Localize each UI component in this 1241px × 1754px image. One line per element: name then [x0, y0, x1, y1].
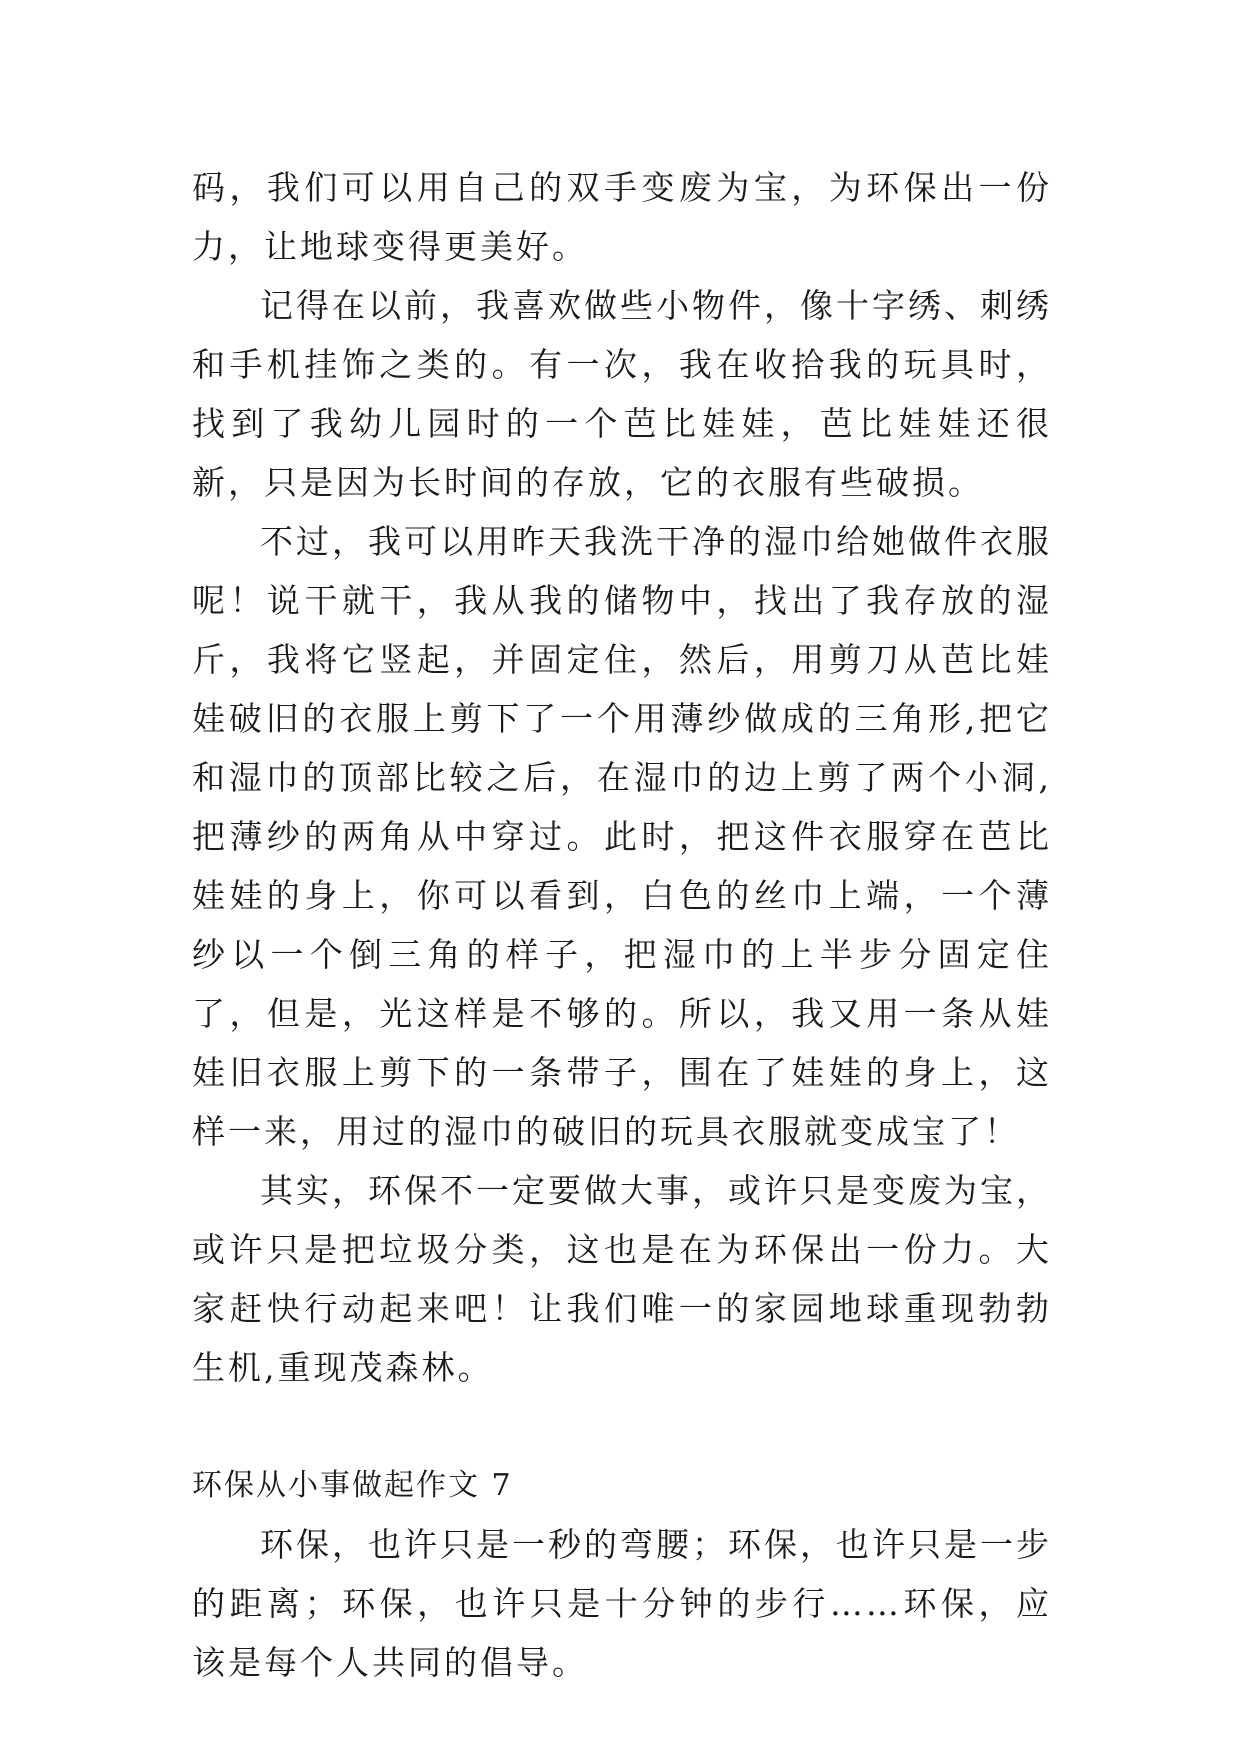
- paragraph-5: 环保，也许只是一秒的弯腰；环保，也许只是一步的距离；环保，也许只是十分钟的步行……环保，应该是每个人共同的倡导。: [192, 1525, 1052, 1682]
- document-body: [192, 158, 1052, 1692]
- section-spacer: [192, 1397, 1052, 1456]
- paragraph-4: 其实，环保不一定要做大事，或许只是变废为宝，或许只是把垃圾分类，这也是在为环保出一份力。大家赶快行动起来吧！让我们唯一的家园地球重现勃勃生机,重现茂森林。: [192, 1171, 1052, 1387]
- paragraph-3: 不过，我可以用昨天我洗干净的湿巾给她做件衣服呢！说干就干，我从我的储物中，找出了我存放的湿斤，我将它竖起，并固定住，然后，用剪刀从芭比娃娃破旧的衣服上剪下了一个用薄纱做成的三角形,把它和湿巾的顶部比较之后，在湿巾的边上剪了两个小洞,把薄纱的两角从中穿过。此时，把这件衣服穿在芭比娃娃的身上，你可以看到，白色的丝巾上端，一个薄纱以一个倒三角的样子，把湿巾的上半步分固定住了，但是，光这样是不够的。所以，我又用一条从娃娃旧衣服上剪下的一条带子，围在了娃娃的身上，这样一来，用过的湿巾的破旧的玩具衣服就变成宝了！: [192, 522, 1052, 1151]
- section-heading: 环保从小事做起作文 7: [192, 1468, 513, 1503]
- paragraph-2: 记得在以前，我喜欢做些小物件，像十字绣、刺绣和手机挂饰之类的。有一次，我在收拾我的玩具时，找到了我幼儿园时的一个芭比娃娃，芭比娃娃还很新，只是因为长时间的存放，它的衣服有些破损。: [192, 286, 1052, 502]
- paragraph-1: 码，我们可以用自己的双手变废为宝，为环保出一份力，让地球变得更美好。: [192, 168, 1052, 266]
